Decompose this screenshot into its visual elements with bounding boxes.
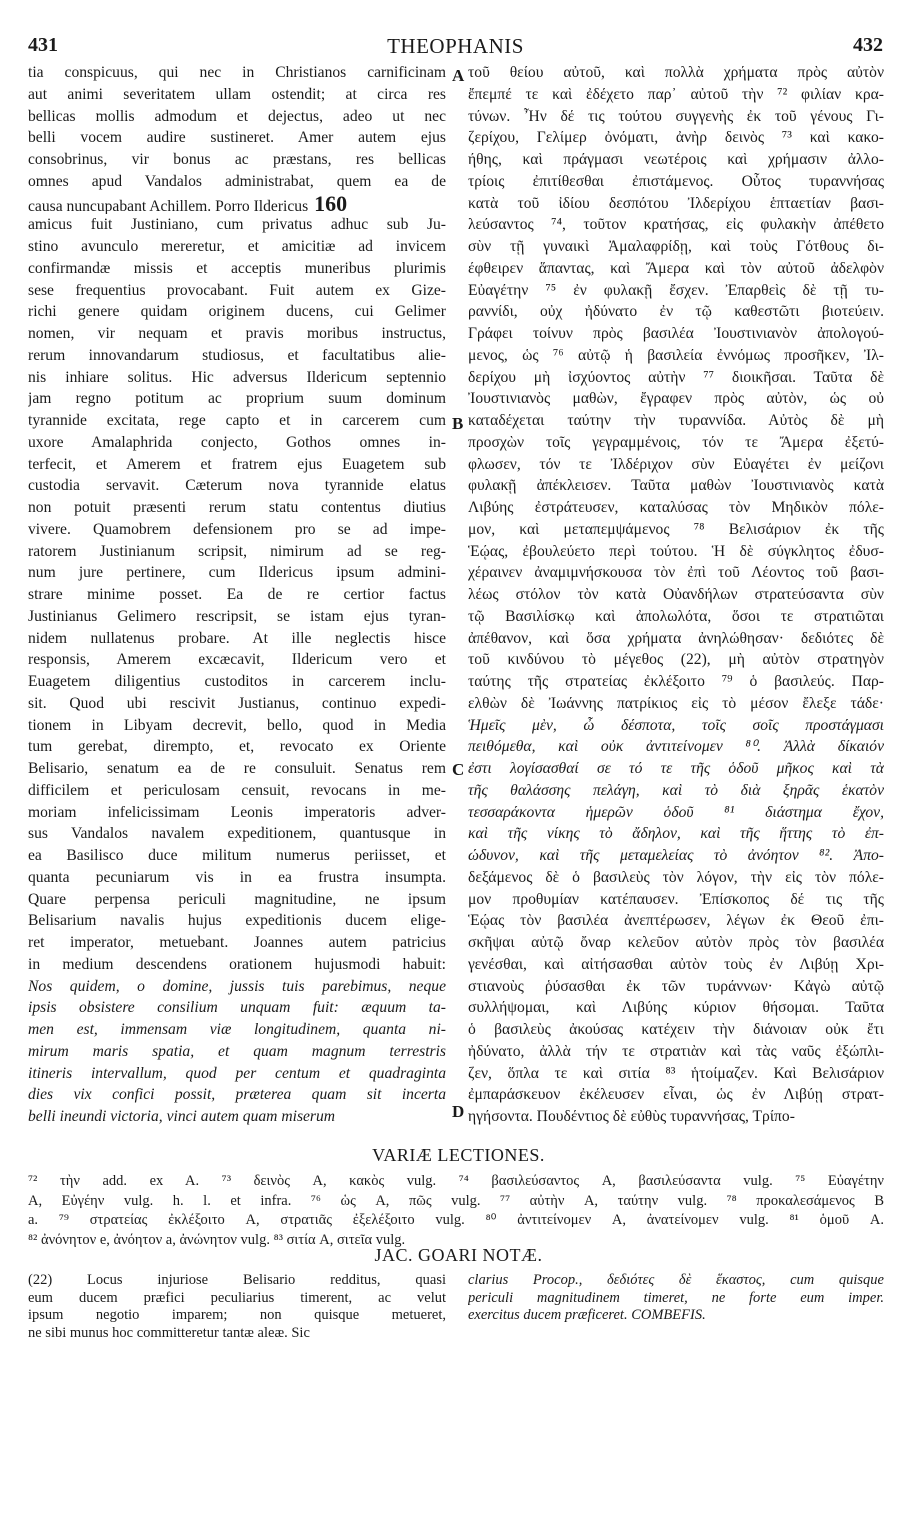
greek-text-line: σὺν τῇ γυναικὶ Ἀμαλαφρίδῃ, καὶ τοὺς Γότθους δι- <box>468 238 884 255</box>
greek-text-line: γενέσθαι, καὶ αἰτήσασθαι αὐτὸν τοὺς ἐν Λιβύῃ Χρι- <box>468 955 884 973</box>
note-line: eum ducem præfici peculiarius timerent, ac velut <box>28 1289 446 1306</box>
greek-text-line: ηγήσοντα. Πουδέντιος δὲ εὐθὺς τυραννήσας, Τρίπο- <box>468 1108 795 1125</box>
greek-text-line: ἠδύνατο, ἀλλὰ τήν τε στρατιὰν καὶ τὰς ναῦς ἐξώπλι- <box>468 1042 884 1060</box>
latin-text-line: tum gerebat, dirempto, et, revocato ex Oriente <box>28 738 446 756</box>
latin-text-line: ret imperator, metuebant. Joannes autem patricius <box>28 934 446 951</box>
greek-text-line: Ἑῴας, ἐβουλεύετο περὶ τούτου. Ἡ δὲ σύγκλητος ἐδυσ- <box>468 542 884 560</box>
greek-text-line: τοῦ θείου αὐτοῦ, καὶ πολλὰ χρήματα πρὸς αὐτὸν <box>468 64 884 81</box>
greek-text-line: ελθὼν δὲ Ἰωάννης πατρίκιος εἰς τὸ μέσον ἔλεξε τάδε· <box>468 694 884 712</box>
note-line: clarius Procop., δεδιότες δὲ ἕκαστος, cum quisque <box>468 1272 884 1288</box>
latin-text-line: omnes apud Vandalos administrabat, quem ea de <box>28 172 446 190</box>
page-number-right: 432 <box>853 34 883 56</box>
notes-left-column <box>28 1272 446 1342</box>
latin-text-line: strare minime posset. Ea de re certior factus <box>28 586 446 603</box>
latin-text-line: quanta pecuniarum vis in ea frustra insumpta. <box>28 868 446 886</box>
latin-text-line: uxore Amalaphrida conjecto, Gothos omnes in- <box>28 433 446 451</box>
latin-text-line: Belisario, senatum ea de re consuluit. Senatus rem <box>28 760 446 777</box>
greek-text-line: Ἰουστινιανὸς μαθὼν, ἔγραφεν πρὸς αὐτὸν, ὡς οὐ <box>468 390 884 408</box>
latin-text-line: belli vocem audire sustineret. Amer autem ejus <box>28 129 446 147</box>
note-line: ne sibi munus hoc committeretur tantæ aleæ. Sic <box>28 1324 310 1341</box>
latin-text-line: Belisarium navalis hujus expeditionis ducem elige- <box>28 912 446 930</box>
note-line: periculi magnitudinem timeret, ne forte eum imper. <box>468 1289 884 1306</box>
latin-text-line: ipsis obsistere consilium unquam fuit: æquum ta- <box>28 999 446 1017</box>
greek-text-line: ἔπεμπέ τε καὶ ἐδέχετο παρ᾽ αὐτοῦ τὴν ⁷² φιλίαν κρα- <box>468 85 884 103</box>
greek-text-line: ἀπέθανον, καὶ ὅσα χρήματα ἀνηλώθησαν· δεδιότες δὲ <box>468 629 884 647</box>
greek-text-line: ἐμπαράσκευον ἐκέλευσεν εἶναι, ὡς ἐν Λιβύῃ στρατ- <box>468 1086 884 1104</box>
greek-text-line: ζεν, ὅπλα τε καὶ σιτία ⁸³ ἡτοίμαζεν. Καὶ Βελισάριον <box>468 1064 884 1082</box>
greek-text-line: ραννίδι, οὐχ ἠδύνατο ἐν τῷ καθεστῶτι βιοτεύειν. <box>468 303 884 321</box>
greek-column <box>468 62 884 1128</box>
greek-text-line: λεύσαντος ⁷⁴, τοῦτον κρατήσας, εἰς φυλακὴν ἀπέθετο <box>468 216 884 234</box>
variae-lectiones <box>28 1172 884 1250</box>
latin-text-line: moriam infelicissimam Leonis imperatoris adver- <box>28 803 446 821</box>
latin-text-line: ratorem Justinianum scripsit, nimirum ad se reg- <box>28 542 446 560</box>
greek-text-line: δερίχου μὴ ἰσχύοντος αὐτὴν ⁷⁷ διοικῆσαι. Ταῦτα δὲ <box>468 368 884 386</box>
greek-text-line: Εὐαγέτην ⁷⁵ ἐν φυλακῇ ἔσχεν. Ἐπαρθεὶς δὲ τῇ τυ- <box>468 281 884 299</box>
greek-text-line: μον, καὶ μεταπεμψάμενος ⁷⁸ Βελισάριον ἐκ τῆς <box>468 520 884 538</box>
latin-text-line: Justinianus Gelimero rescripsit, se istam ejus tyran- <box>28 607 446 625</box>
variant-reading-line: ⁷² τὴν add. ex A. ⁷³ δεινὸς A, κακὸς vulg. ⁷⁴ βασιλεύσαντος A, βασιλεύσαντα vulg. ⁷⁵ Εὐαγέτην <box>28 1173 884 1189</box>
latin-text-line: confirmandæ missis et acceptis muneribus plurimis <box>28 259 446 277</box>
greek-text-line: σκῆψαι αὐτῷ ὄναρ κελεῦον αὐτὸν πρὸς τὸν βασιλέα <box>468 934 884 951</box>
greek-text-line: έφθειρεν ἅπαντας, καὶ Ἄμερα καὶ τὸν αὐτοῦ ἀδελφὸν <box>468 259 884 277</box>
note-line: exercitus ducem præficeret. COMBEFIS. <box>468 1307 706 1323</box>
greek-text-line: καὶ τῆς νίκης τὸ ἄδηλον, καὶ τῆς ἥττης τὸ ἐπ- <box>468 825 884 843</box>
latin-text-line: men est, immensam viæ longitudinem, quanta ni- <box>28 1021 446 1038</box>
latin-text-line: aut animi severitatem ullam ostendit; at circa res <box>28 85 446 103</box>
latin-text-line: jam regno potitum ac proprium suum dominum <box>28 390 446 408</box>
greek-text-line: ζερίχου, Γελίμερ ὀνόματι, ἀνὴρ δεινὸς ⁷³ καὶ κακο- <box>468 129 884 147</box>
greek-text-line: φυλακῇ ἀπέκλεισεν. Ταῦτα μαθὼν Ἰουστινιανὸς κατὰ <box>468 477 884 495</box>
greek-text-line: ώδυνον, καὶ τῆς μεταμελείας τὸ ἀνόητον ⁸². Ἀπο- <box>468 847 884 864</box>
variant-reading-line: ⁸² ἀνόνητον e, ἀνόητον a, ἀνώνητον vulg. ⁸³ σιτία A, σιτεῖα vulg. <box>28 1231 406 1248</box>
latin-text-line: ea Basilisco duce militum numerus periisset, et <box>28 847 446 864</box>
greek-text-line: τῆς θαλάσσης πελάγη, καὶ τὸ διὰ ξηρᾶς ἑκατὸν <box>468 781 884 799</box>
greek-text-line: προσχὼν τοῖς γεγραμμένοις, τόν τε Ἄμερα ἐξετύ- <box>468 433 884 451</box>
greek-text-line: ήθης, καὶ πράγμασι νεωτέροις καὶ χρήμασιν ἀλλο- <box>468 151 884 168</box>
greek-text-line: στιανοὺς ῥύσασθαι ἐκ τῶν τυράννων· Κἀγὼ αὐτῷ <box>468 977 884 995</box>
greek-text-line: καταδέχεται ταύτην τὴν τυραννίδα. Αὐτὸς δὲ μὴ <box>468 412 884 429</box>
latin-text-line: sus Vandalos navalem expeditionem, quantusque in <box>28 825 446 843</box>
greek-text-line: μον προθυμίαν κατέπαυσεν. Ἐπίσκοπος δέ τις τῆς <box>468 890 884 908</box>
section-marker-160: 160 <box>314 192 348 215</box>
greek-text-line: δεξάμενος δὲ ὁ βασιλεὺς τὸν λόγον, τὴν εἰς τὸν πόλε- <box>468 868 884 886</box>
margin-letter-d: D <box>452 1102 465 1121</box>
note-line: ipsum negotio imparem; non quisque metueret, <box>28 1307 446 1323</box>
greek-text-line: τύνων. Ἦν δέ τις τούτου συγγενὴς ἐκ τοῦ γένους Γι- <box>468 107 884 125</box>
latin-text-line: consobrinus, vir bonus ac præstans, res bellicas <box>28 151 446 168</box>
greek-text-line: μενος, ὡς ⁷⁶ αὐτῷ ἡ βασιλεία ἐννόμως προσῆκεν, Ἰλ- <box>468 346 884 364</box>
greek-text-line: Λιβύης ἐστράτευσεν, καταλύσας τὸν Μηδικὸν πόλε- <box>468 499 884 516</box>
latin-column <box>28 62 446 1128</box>
latin-text-line: sit. Quod ubi rescivit Justianus, continuo expedi- <box>28 694 446 712</box>
variant-reading-line: a. ⁷⁹ στρατείας ἐκλέξοιτο A, στρατιᾶς ἐξελέξοιτο vulg. ⁸⁰ ἀντιτείνομεν A, ἀνατείνομεν vulg. ⁸¹ ὁμοῦ A. <box>28 1212 884 1228</box>
latin-text-line: nidem nullatenus probare. At ille neglectis hisce <box>28 629 446 647</box>
latin-text-line: custodia servavit. Cæterum nova tyrannide elatus <box>28 477 446 495</box>
latin-text-line: richi genere quidam originem ducens, cui Gelimer <box>28 303 446 321</box>
greek-text-line: πειθόμεθα, καὶ οὐκ ἀντιτείνομεν ⁸⁰. Ἀλλὰ δίκαιόν <box>468 738 884 756</box>
latin-text-line: itineris intervallum, quod per centum et quadraginta <box>28 1064 446 1082</box>
variant-reading-line: A, Εὐγέην vulg. h. l. et infra. ⁷⁶ ὡς A, πῶς vulg. ⁷⁷ αὐτὴν A, ταύτην vulg. ⁷⁸ προκαλεσάμενος B <box>28 1192 884 1209</box>
latin-text-line: dies vix confici possit, præterea quam sit incerta <box>28 1086 446 1104</box>
margin-letter-b: B <box>452 414 464 433</box>
latin-text-line: num jure pertinere, cum Ildericus ipsum admini- <box>28 564 446 582</box>
latin-text-line: bellicas mollis admodum et dejectus, adeo ut nec <box>28 107 446 125</box>
latin-text-line: Euagetem diligentius custoditos in carcerem inclu- <box>28 673 446 690</box>
variae-lectiones-title: VARIÆ LECTIONES. <box>372 1145 545 1165</box>
greek-text-line: ὁ βασιλεὺς ἀκούσας κατέχειν τὴν διάνοιαν οὐκ ἔτι <box>468 1021 884 1038</box>
greek-text-line: τεσσαράκοντα ἡμερῶν ὁδοῦ ⁸¹ διάστημα ἔχον, <box>468 803 884 821</box>
latin-text-line: nis inhiare solitus. Hic adversus Ildericum septennio <box>28 368 446 386</box>
greek-text-line: χέραινεν ἀναμιμνήσκουσα τὸν ἐπὶ τοῦ Λέοντος τοῦ βασι- <box>468 564 884 582</box>
latin-text-line: terfecit, et Amerem et fratrem ejus Euagetem sub <box>28 455 446 473</box>
page-number-left: 431 <box>28 34 58 56</box>
greek-text-line: τοῦ κινδύνου τὸ μέγεθος (22), μὴ αὐτὸν στρατηγὸν <box>468 651 884 669</box>
greek-text-line: Ἡμεῖς μὲν, ὦ δέσποτα, τοῖς σοῖς προστάγμασι <box>468 716 884 734</box>
margin-letter-a: A <box>452 66 465 85</box>
running-title: THEOPHANIS <box>387 34 524 58</box>
greek-text-line: τῷ Βασιλίσκῳ καὶ ἀπολωλότα, ὅσοι τε στρατιῶται <box>468 607 884 625</box>
latin-text-line: tionem in Libyam decrevit, bello, quod in Media <box>28 716 446 734</box>
latin-text-line: responsis, Amerem excæcavit, Ildericum vero et <box>28 651 446 669</box>
latin-text-line: Quare perpensa periculi magnitudine, ne ipsum <box>28 890 446 908</box>
greek-text-line: Γράφει τοίνυν πρὸς βασιλέα Ἰουστινιανὸν ἀπολογού- <box>468 325 884 342</box>
latin-text-line: tia conspicuus, qui nec in Christianos carnificinam <box>28 64 446 81</box>
latin-text-line: Nos quidem, o domine, jussis tuis parebimus, neque <box>28 977 446 995</box>
latin-text-line: nomen, vir nequam et pravis moribus instructus, <box>28 325 446 342</box>
latin-text-line: difficilem et periculosam censuit, revocans in me- <box>28 781 446 799</box>
notes-title: JAC. GOARI NOTÆ. <box>374 1245 543 1265</box>
latin-text-line: tyrannide excitata, rege capto et in carcerem cum <box>28 412 446 429</box>
latin-text-line: in medium descendens orationem hujusmodi habuit: <box>28 955 446 973</box>
greek-text-line: λέως στόλον τὸν κατὰ Οὐανδήλων στρατεύσαντα σὺν <box>468 586 884 603</box>
margin-letter-c: C <box>452 760 465 779</box>
latin-text-line: sese frequentius provocabant. Fuit autem ex Gize- <box>28 281 446 299</box>
greek-text-line: κατὰ τοῦ ἰδίου δεσπότου Ἰλδερίχου ἑπταετίαν βασι- <box>468 194 884 212</box>
note-line: (22) Locus injuriose Belisario redditus, quasi <box>28 1272 446 1288</box>
latin-text-line: vivere. Quamobrem defensionem pro se ad impe- <box>28 520 446 538</box>
greek-text-line: συλλήψομαι, καὶ Λιβύης κύριον θήσομαι. Ταῦτα <box>468 999 884 1017</box>
greek-text-line: τρίοις ἐπιτίθεσθαι ἐπιστάμενος. Οὗτος τυραννήσας <box>468 172 884 190</box>
page-header <box>28 34 883 62</box>
latin-text-line: stino avunculo mereretur, et amicitiæ ad invicem <box>28 238 446 255</box>
latin-text-line: amicus fuit Justiniano, cum privatus adhuc sub Ju- <box>28 216 446 234</box>
latin-text-line: belli ineundi victoria, vinci autem quam miserum <box>28 1108 336 1125</box>
greek-text-line: ταύτης τῆς στρατείας ἐκλέξοιτο ⁷⁹ ὁ βασιλεύς. Παρ- <box>468 673 884 690</box>
greek-text-line: Ἑῴας τὸν βασιλέα ἀνεπτέρωσεν, λέγων ἐκ Θεοῦ ἐπι- <box>468 912 884 930</box>
latin-text-line: rerum innovandarum studiosus, et facultatibus alie- <box>28 346 446 364</box>
latin-text-line: non potuit præsenti rerum statu contentus diutius <box>28 499 446 516</box>
greek-text-line: ἐστι λογίσασθαί σε τό τε τῆς ὁδοῦ μῆκος καὶ τὰ <box>468 760 884 777</box>
latin-text-line: causa nuncupabant Achillem. Porro Ildericus 160 <box>28 192 348 215</box>
latin-text-line: mirum maris spatia, et quam magnum terrestris <box>28 1042 446 1060</box>
notes-right-column <box>468 1272 884 1325</box>
greek-text-line: φλωσεν, τόν τε Ἰλδέριχον σὺν Εὐαγέτει ἐν μείζονι <box>468 455 884 473</box>
